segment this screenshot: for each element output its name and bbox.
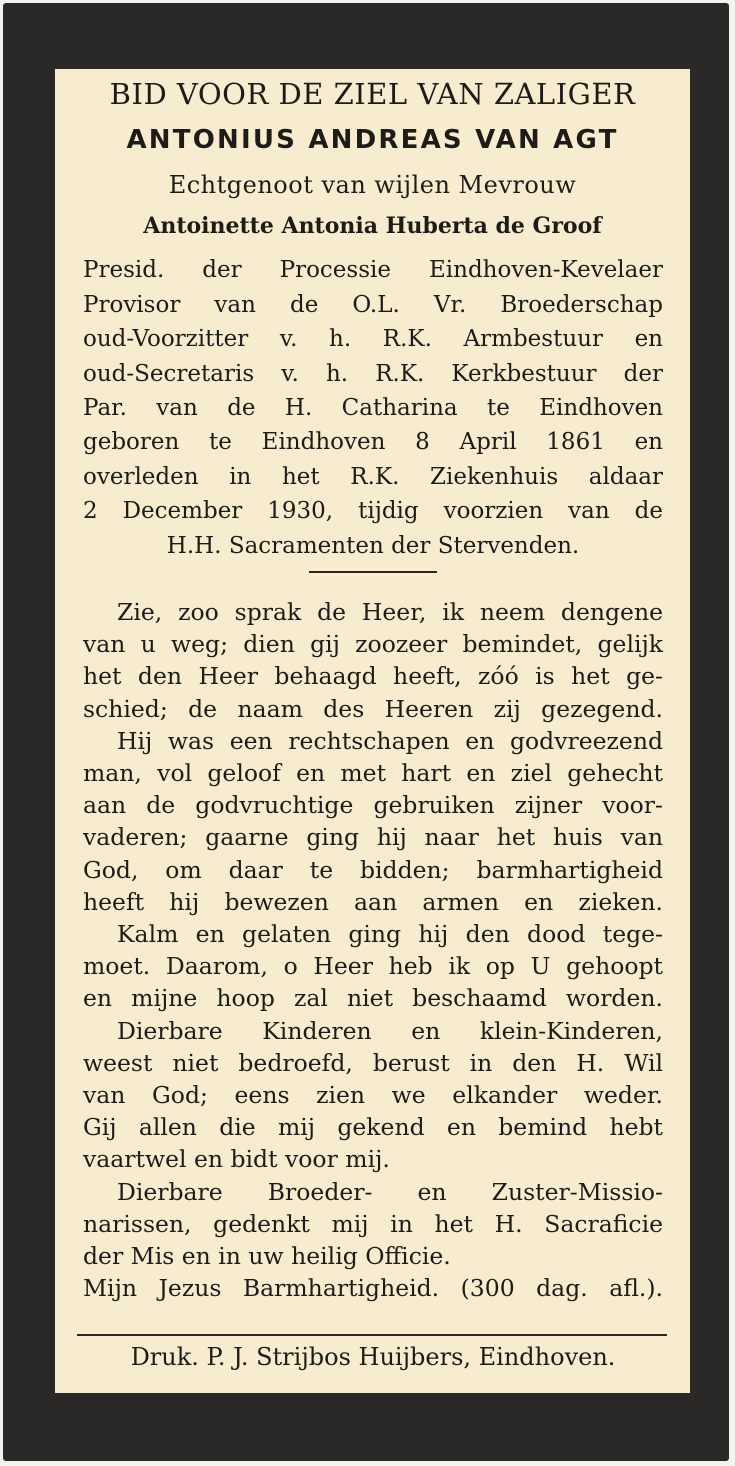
text-line: heeft hij bewezen aan armen en zieken. <box>83 887 663 916</box>
text-line: der Mis en in uw heilig Officie. <box>83 1242 451 1271</box>
text-line: Dierbare Broeder- en Zuster-Missio- <box>117 1177 663 1206</box>
bottom-rule <box>77 1334 667 1336</box>
date-line: 2 December 1930, tijdig voorzien van de <box>83 498 663 524</box>
date-line: H.H. Sacramenten der Stervenden. <box>166 532 580 559</box>
text-line: van God; eens zien we elkander weder. <box>83 1081 663 1110</box>
memorial-text <box>83 596 663 1304</box>
text-line: vaderen; gaarne ging hij naar het huis van <box>83 823 663 852</box>
text-line: Dierbare Kinderen en klein-Kinderen, <box>117 1016 663 1045</box>
divider <box>309 571 437 573</box>
function-line: oud-Secretaris v. h. R.K. Kerkbestuur der <box>83 360 663 387</box>
functions-block <box>83 253 663 426</box>
text-line: het den Heer behaagd heeft, zóó is het ge- <box>83 662 663 691</box>
function-line: Par. van de H. Catharina te Eindhoven <box>83 395 663 421</box>
text-line: aan de godvruchtige gebruiken zijner voor- <box>83 791 663 820</box>
text-line: Kalm en gelaten ging hij den dood tege- <box>117 920 663 949</box>
function-line: oud-Voorzitter v. h. R.K. Armbestuur en <box>83 326 663 352</box>
text-line: schied; de naam des Heeren zij gezegend. <box>83 694 663 723</box>
text-line: en mijne hoop zal niet beschaamd worden. <box>83 984 663 1013</box>
dates-block <box>83 425 663 563</box>
card-paper <box>55 69 690 1393</box>
text-line: narissen, gedenkt mij in het H. Sacraficie <box>83 1209 663 1238</box>
text-line: vaartwel en bidt voor mij. <box>83 1145 390 1174</box>
text-line: Mijn Jezus Barmhartigheid. (300 dag. afl.). <box>83 1274 663 1303</box>
text-line: van u weg; dien gij zoozeer bemindet, gelijk <box>83 630 663 659</box>
printer-line: Druk. P. J. Strijbos Huijbers, Eindhoven. <box>130 1343 616 1371</box>
text-line: God, om daar te bidden; barmhartigheid <box>83 855 663 884</box>
deceased-name: ANTONIUS ANDREAS VAN AGT <box>126 125 619 155</box>
spouse-name: Antoinette Antonia Huberta de Groof <box>143 213 602 239</box>
date-line: overleden in het R.K. Ziekenhuis aldaar <box>83 463 663 490</box>
date-line: geboren te Eindhoven 8 April 1861 en <box>83 429 663 455</box>
text-line: moet. Daarom, o Heer heb ik op U gehoopt <box>83 952 663 981</box>
text-line: Hij was een rechtschapen en godvreezend <box>117 726 663 755</box>
function-line: Presid. der Processie Eindhoven-Kevelaer <box>83 257 663 283</box>
text-line: man, vol geloof en met hart en ziel gehecht <box>83 759 663 788</box>
text-line: Gij allen die mij gekend en bemind hebt <box>83 1113 663 1142</box>
spouse-intro: Echtgenoot van wijlen Mevrouw <box>168 171 577 199</box>
mourning-card <box>3 3 729 1461</box>
function-line: Provisor van de O.L. Vr. Broederschap <box>83 291 663 318</box>
prayer-heading: BID VOOR DE ZIEL VAN ZALIGER <box>109 77 636 111</box>
text-line: weest niet bedroefd, berust in den H. Wil <box>83 1048 663 1077</box>
text-line: Zie, zoo sprak de Heer, ik neem dengene <box>117 598 663 626</box>
